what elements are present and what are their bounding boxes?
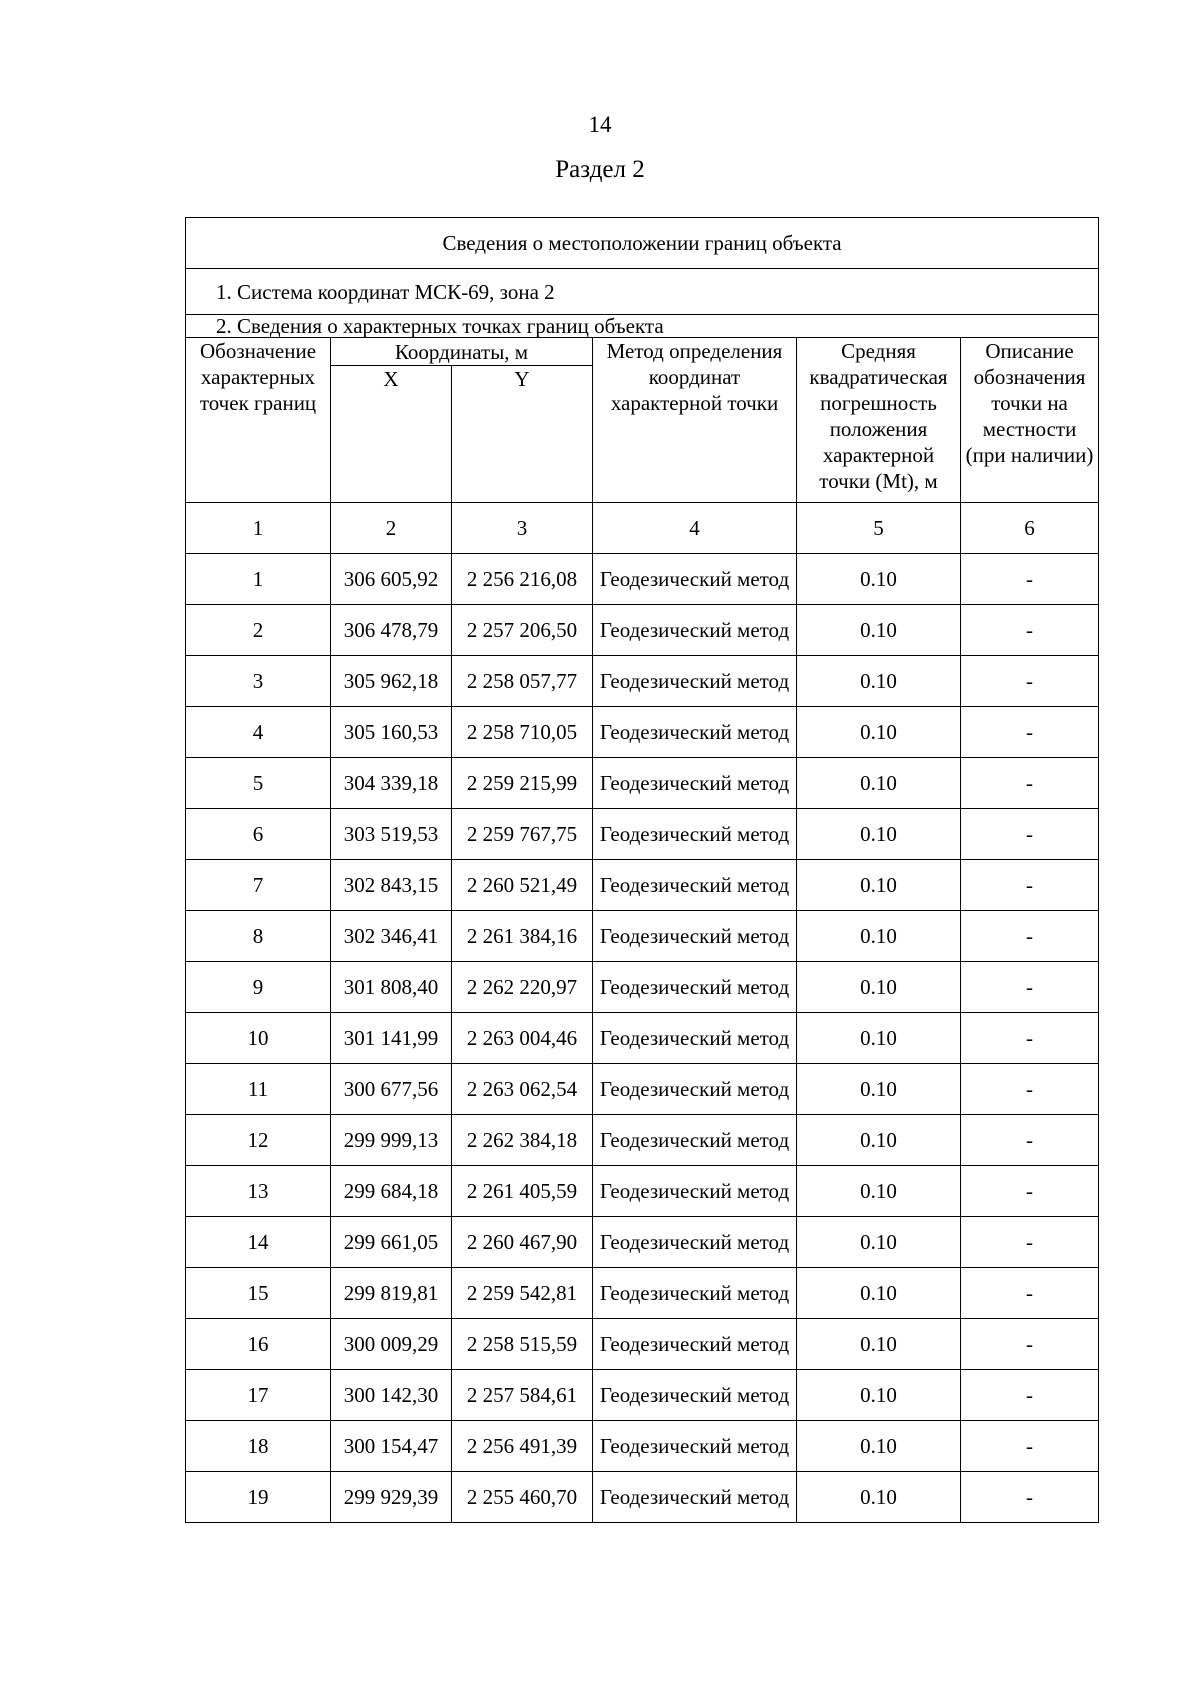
table-row <box>186 1370 1099 1421</box>
table-title-row <box>186 218 1099 269</box>
mt-error: 0.10 <box>797 1166 961 1217</box>
method: Геодезический метод <box>593 656 797 707</box>
table-row <box>186 1472 1099 1523</box>
method: Геодезический метод <box>593 1472 797 1523</box>
point-number: 6 <box>186 809 331 860</box>
coord-x: 299 999,13 <box>331 1115 452 1166</box>
mt-error: 0.10 <box>797 1268 961 1319</box>
boundary-points-table <box>185 217 1099 1523</box>
method: Геодезический метод <box>593 1370 797 1421</box>
coord-x: 306 605,92 <box>331 554 452 605</box>
points-caption-row <box>186 315 1099 338</box>
coord-y: 2 260 467,90 <box>452 1217 593 1268</box>
coord-y: 2 258 057,77 <box>452 656 593 707</box>
coord-x: 299 684,18 <box>331 1166 452 1217</box>
column-number: 6 <box>961 503 1099 554</box>
coord-x: 299 929,39 <box>331 1472 452 1523</box>
point-number: 10 <box>186 1013 331 1064</box>
point-number: 19 <box>186 1472 331 1523</box>
method: Геодезический метод <box>593 605 797 656</box>
point-number: 5 <box>186 758 331 809</box>
page-number: 14 <box>588 112 612 137</box>
coord-x: 303 519,53 <box>331 809 452 860</box>
points-caption: 2. Сведения о характерных точках границ объекта <box>186 315 1099 338</box>
point-number: 2 <box>186 605 331 656</box>
table-title: Сведения о местоположении границ объекта <box>186 218 1099 269</box>
table-row <box>186 809 1099 860</box>
header-designation: Обозначение характерных точек границ <box>186 338 331 503</box>
point-number: 12 <box>186 1115 331 1166</box>
coord-x: 299 819,81 <box>331 1268 452 1319</box>
coord-x: 300 154,47 <box>331 1421 452 1472</box>
table-row <box>186 1166 1099 1217</box>
point-number: 14 <box>186 1217 331 1268</box>
coord-y: 2 256 491,39 <box>452 1421 593 1472</box>
point-description: - <box>961 809 1099 860</box>
table-row <box>186 1421 1099 1472</box>
mt-error: 0.10 <box>797 1115 961 1166</box>
coord-x: 302 346,41 <box>331 911 452 962</box>
coord-y: 2 258 515,59 <box>452 1319 593 1370</box>
point-number: 16 <box>186 1319 331 1370</box>
point-number: 7 <box>186 860 331 911</box>
table-row <box>186 1064 1099 1115</box>
header-description: Описание обозначения точки на местности (при наличии) <box>961 338 1099 503</box>
method: Геодезический метод <box>593 554 797 605</box>
coord-y: 2 255 460,70 <box>452 1472 593 1523</box>
mt-error: 0.10 <box>797 1013 961 1064</box>
mt-error: 0.10 <box>797 1064 961 1115</box>
mt-error: 0.10 <box>797 554 961 605</box>
point-description: - <box>961 1421 1099 1472</box>
point-description: - <box>961 911 1099 962</box>
mt-error: 0.10 <box>797 809 961 860</box>
method: Геодезический метод <box>593 1217 797 1268</box>
header-coordinates: Координаты, м <box>331 338 593 366</box>
method: Геодезический метод <box>593 707 797 758</box>
header-error: Средняя квадратическая погрешность положения характерной точки (Mt), м <box>797 338 961 503</box>
mt-error: 0.10 <box>797 1421 961 1472</box>
point-number: 1 <box>186 554 331 605</box>
coord-y: 2 263 062,54 <box>452 1064 593 1115</box>
coord-y: 2 257 206,50 <box>452 605 593 656</box>
coord-y: 2 260 521,49 <box>452 860 593 911</box>
point-description: - <box>961 605 1099 656</box>
point-description: - <box>961 656 1099 707</box>
point-number: 17 <box>186 1370 331 1421</box>
table-row <box>186 1013 1099 1064</box>
coord-y: 2 261 405,59 <box>452 1166 593 1217</box>
table-row <box>186 911 1099 962</box>
point-description: - <box>961 707 1099 758</box>
coord-x: 301 808,40 <box>331 962 452 1013</box>
coordinate-system: 1. Система координат МСК-69, зона 2 <box>186 269 1099 315</box>
mt-error: 0.10 <box>797 1472 961 1523</box>
method: Геодезический метод <box>593 911 797 962</box>
point-description: - <box>961 1013 1099 1064</box>
point-number: 13 <box>186 1166 331 1217</box>
mt-error: 0.10 <box>797 962 961 1013</box>
coord-y: 2 256 216,08 <box>452 554 593 605</box>
coord-x: 302 843,15 <box>331 860 452 911</box>
point-description: - <box>961 1370 1099 1421</box>
point-number: 11 <box>186 1064 331 1115</box>
point-description: - <box>961 1115 1099 1166</box>
header-y: Y <box>452 366 593 503</box>
method: Геодезический метод <box>593 860 797 911</box>
mt-error: 0.10 <box>797 911 961 962</box>
coord-y: 2 262 384,18 <box>452 1115 593 1166</box>
point-number: 15 <box>186 1268 331 1319</box>
coord-y: 2 259 767,75 <box>452 809 593 860</box>
coord-x: 301 141,99 <box>331 1013 452 1064</box>
mt-error: 0.10 <box>797 860 961 911</box>
table-row <box>186 1115 1099 1166</box>
column-number: 3 <box>452 503 593 554</box>
coord-y: 2 259 542,81 <box>452 1268 593 1319</box>
point-number: 9 <box>186 962 331 1013</box>
point-description: - <box>961 1319 1099 1370</box>
method: Геодезический метод <box>593 1166 797 1217</box>
coord-y: 2 258 710,05 <box>452 707 593 758</box>
point-description: - <box>961 1064 1099 1115</box>
coord-y: 2 263 004,46 <box>452 1013 593 1064</box>
method: Геодезический метод <box>593 809 797 860</box>
method: Геодезический метод <box>593 1421 797 1472</box>
coord-x: 299 661,05 <box>331 1217 452 1268</box>
table-row <box>186 1268 1099 1319</box>
coord-x: 304 339,18 <box>331 758 452 809</box>
section-title: Раздел 2 <box>555 156 645 183</box>
method: Геодезический метод <box>593 758 797 809</box>
method: Геодезический метод <box>593 1115 797 1166</box>
point-description: - <box>961 554 1099 605</box>
column-number: 1 <box>186 503 331 554</box>
point-description: - <box>961 962 1099 1013</box>
header-method: Метод определения координат характерной точки <box>593 338 797 503</box>
table-row <box>186 554 1099 605</box>
coord-x: 305 962,18 <box>331 656 452 707</box>
point-description: - <box>961 1217 1099 1268</box>
coord-x: 305 160,53 <box>331 707 452 758</box>
column-number: 4 <box>593 503 797 554</box>
coord-x: 300 142,30 <box>331 1370 452 1421</box>
point-number: 4 <box>186 707 331 758</box>
method: Геодезический метод <box>593 1013 797 1064</box>
method: Геодезический метод <box>593 1268 797 1319</box>
mt-error: 0.10 <box>797 758 961 809</box>
point-description: - <box>961 860 1099 911</box>
column-number-row <box>186 503 1099 554</box>
table-row <box>186 656 1099 707</box>
point-description: - <box>961 1166 1099 1217</box>
table-row <box>186 1217 1099 1268</box>
table-row <box>186 962 1099 1013</box>
coord-y: 2 262 220,97 <box>452 962 593 1013</box>
coord-y: 2 259 215,99 <box>452 758 593 809</box>
coord-x: 300 009,29 <box>331 1319 452 1370</box>
column-number: 2 <box>331 503 452 554</box>
point-description: - <box>961 1472 1099 1523</box>
method: Геодезический метод <box>593 1319 797 1370</box>
coordinate-system-row <box>186 269 1099 315</box>
point-number: 18 <box>186 1421 331 1472</box>
method: Геодезический метод <box>593 1064 797 1115</box>
header-x: X <box>331 366 452 503</box>
table-row <box>186 707 1099 758</box>
point-number: 8 <box>186 911 331 962</box>
mt-error: 0.10 <box>797 605 961 656</box>
header-row-top <box>186 338 1099 366</box>
table-row <box>186 1319 1099 1370</box>
mt-error: 0.10 <box>797 656 961 707</box>
coord-x: 300 677,56 <box>331 1064 452 1115</box>
table-row <box>186 860 1099 911</box>
point-description: - <box>961 1268 1099 1319</box>
mt-error: 0.10 <box>797 1370 961 1421</box>
mt-error: 0.10 <box>797 1319 961 1370</box>
point-description: - <box>961 758 1099 809</box>
point-number: 3 <box>186 656 331 707</box>
table-row <box>186 605 1099 656</box>
mt-error: 0.10 <box>797 707 961 758</box>
coord-y: 2 261 384,16 <box>452 911 593 962</box>
coord-x: 306 478,79 <box>331 605 452 656</box>
table-row <box>186 758 1099 809</box>
method: Геодезический метод <box>593 962 797 1013</box>
column-number: 5 <box>797 503 961 554</box>
coord-y: 2 257 584,61 <box>452 1370 593 1421</box>
mt-error: 0.10 <box>797 1217 961 1268</box>
